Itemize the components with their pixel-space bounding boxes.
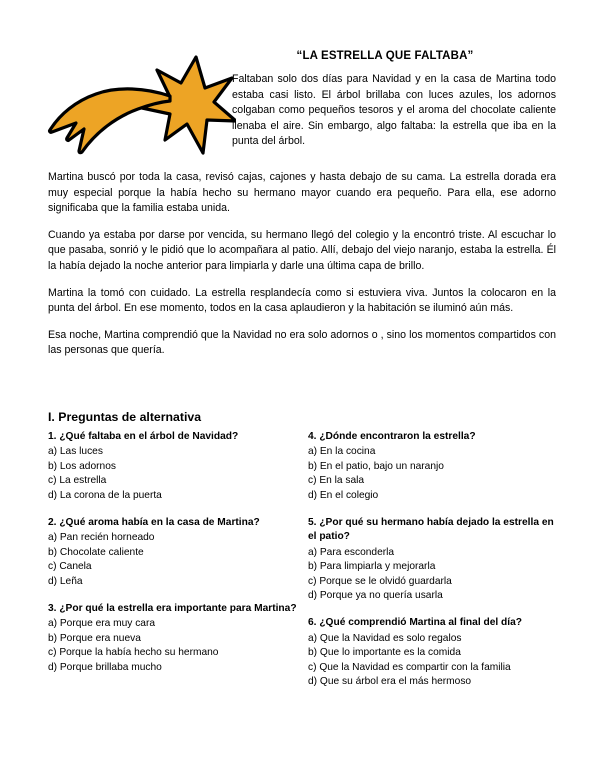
question-option[interactable]: a) En la cocina — [308, 446, 376, 458]
story-body — [48, 170, 556, 359]
question-option[interactable]: b) En el patio, bajo un naranjo — [308, 460, 444, 472]
question-item — [308, 616, 558, 689]
question-item — [308, 430, 558, 503]
question-text: 5. ¿Por qué su hermano había dejado la estrella en el patio? — [308, 517, 554, 543]
question-text: 3. ¿Por qué la estrella era importante para Martina? — [48, 603, 297, 615]
question-item — [308, 516, 558, 603]
question-option[interactable]: d) En el colegio — [308, 489, 379, 501]
question-text: 1. ¿Qué faltaba en el árbol de Navidad? — [48, 431, 239, 442]
question-item — [48, 516, 303, 589]
question-option[interactable]: c) Que la Navidad es compartir con la familia — [308, 661, 511, 673]
question-option[interactable]: b) Para limpiarla y mejorarla — [308, 561, 436, 573]
question-option[interactable]: a) Las luces — [48, 446, 103, 458]
question-option[interactable]: b) Los adornos — [48, 460, 116, 472]
question-option[interactable]: a) Porque era muy cara — [48, 618, 156, 630]
intro-paragraph: Faltaban solo dos días para Navidad y en la casa de Martina todo estaba casi listo. El árbol brillaba con luces azules, los adornos colgaban como pequeños tesoros y el aroma del chocolate caliente llenaba el aire. Sin embargo, algo faltaba: la estrella que iba en la punta del árbol. — [232, 73, 556, 148]
question-option[interactable]: b) Chocolate caliente — [48, 546, 144, 558]
story-paragraph: Martina la tomó con cuidado. La estrella resplandecía como si estuviera viva. Juntos la colocaron en la punta del árbol. En ese momento, todos en la casa aplaudieron y la habitación se iluminó aún más. — [48, 286, 556, 315]
question-option[interactable]: d) Que su árbol era el más hermoso — [308, 676, 472, 688]
question-option[interactable]: d) Porque ya no quería usarla — [308, 590, 443, 602]
question-text: 6. ¿Qué comprendió Martina al final del día? — [308, 617, 522, 629]
question-option[interactable]: c) Canela — [48, 561, 92, 573]
question-item — [48, 430, 303, 503]
question-option[interactable]: b) Porque era nueva — [48, 632, 141, 644]
section-heading: I. Preguntas de alternativa — [48, 410, 202, 424]
question-option[interactable]: c) La estrella — [48, 475, 107, 487]
page-title: “LA ESTRELLA QUE FALTABA” — [296, 50, 474, 62]
question-text: 2. ¿Qué aroma había en la casa de Martina? — [48, 517, 260, 529]
question-option[interactable]: c) Porque la había hecho su hermano — [48, 647, 219, 659]
question-option[interactable]: d) Leña — [48, 575, 83, 587]
question-option[interactable]: a) Pan recién horneado — [48, 532, 155, 544]
question-option[interactable]: a) Que la Navidad es solo regalos — [308, 632, 462, 644]
question-option[interactable]: c) Porque se le olvidó guardarla — [308, 575, 452, 587]
story-paragraph: Cuando ya estaba por darse por vencida, su hermano llegó del colegio y la encontró triste. Al escuchar lo que pasaba, sonrió y le pidió que lo acompañara al patio. Allí, debajo del viejo naranjo, estaba la estrella. Él la había dejado la noche anterior para limpiarla y darle una última capa de brillo. — [48, 228, 556, 272]
question-option[interactable]: a) Para esconderla — [308, 546, 395, 558]
question-option[interactable]: b) Que lo importante es la comida — [308, 647, 461, 659]
story-paragraph: Esa noche, Martina comprendió que la Navidad no era solo adornos o , sino los momentos compartidos con las personas que quería. — [48, 328, 556, 357]
question-option[interactable]: d) Porque brillaba mucho — [48, 661, 162, 673]
shooting-star-icon — [46, 52, 236, 158]
question-text: 4. ¿Dónde encontraron la estrella? — [308, 431, 476, 442]
questions-column-left — [48, 430, 303, 703]
story-paragraph: Martina buscó por toda la casa, revisó cajas, cajones y hasta debajo de su cama. La estrella dorada era muy especial porque la había hecho su hermano mayor cuando era pequeño. Para ella, ese adorno significaba que la familia estaba unida. — [48, 171, 556, 215]
questions-column-right — [303, 430, 558, 703]
question-item — [48, 602, 303, 675]
questions-grid — [48, 430, 558, 703]
question-option[interactable]: d) La corona de la puerta — [48, 489, 162, 501]
question-option[interactable]: c) En la sala — [308, 475, 365, 487]
